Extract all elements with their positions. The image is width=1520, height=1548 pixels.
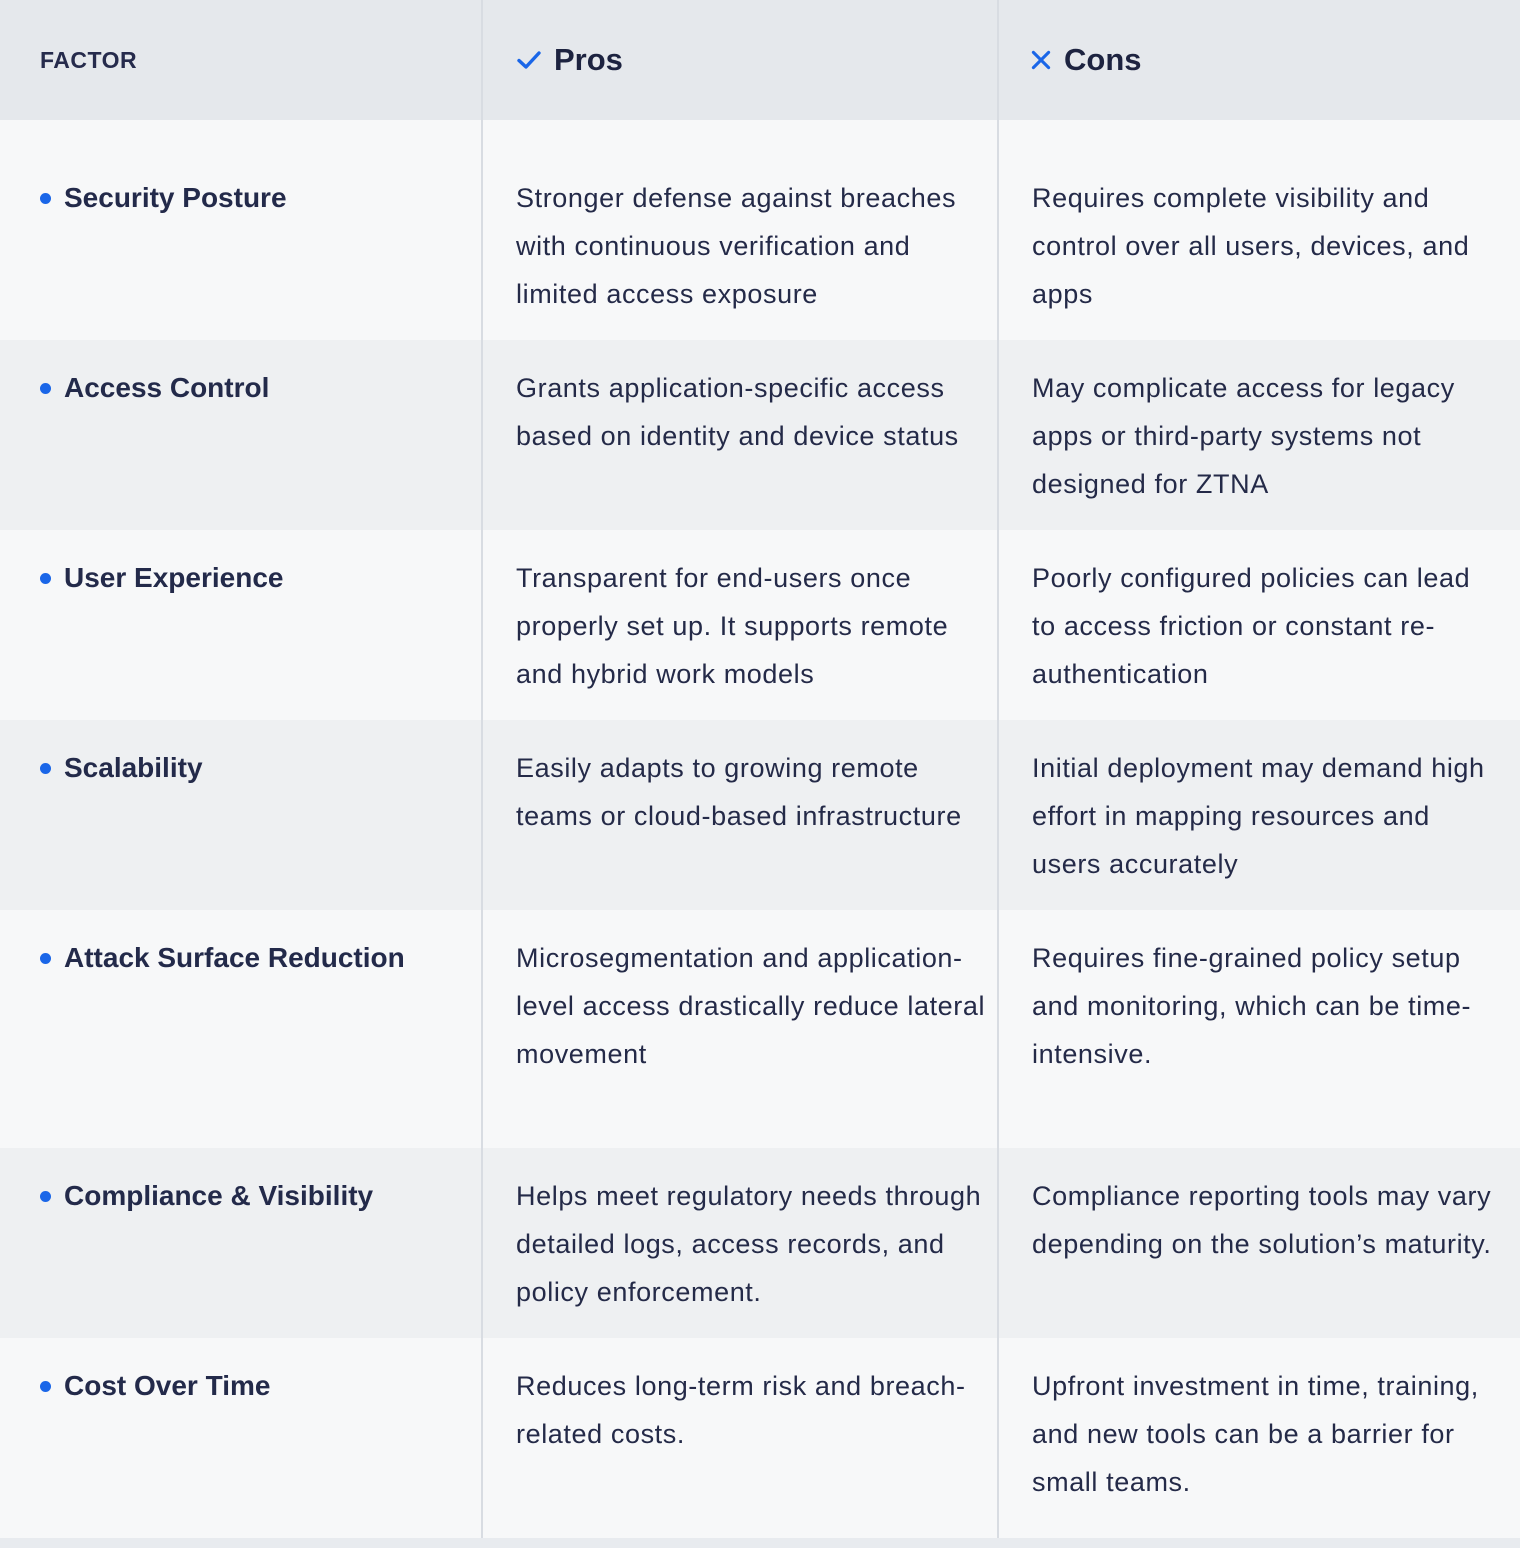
pros-cell: Transparent for end-users once properly set up. It supports remote and hybrid work models — [516, 563, 949, 689]
factor-column-header: FACTOR — [40, 46, 138, 73]
factor-cell — [40, 940, 405, 976]
factor-cell — [40, 1178, 373, 1214]
cross-icon — [1030, 49, 1052, 71]
bullet-icon — [40, 763, 51, 774]
table-row — [0, 720, 1520, 910]
bullet-icon — [40, 953, 51, 964]
table-row — [0, 1338, 1520, 1538]
factor-label: Scalability — [64, 752, 203, 783]
factor-label: User Experience — [64, 562, 284, 593]
column-divider — [481, 0, 483, 1538]
factor-cell — [40, 370, 269, 406]
cons-cell: Initial deployment may demand high effort in mapping resources and users accurately — [1032, 753, 1485, 879]
table-row — [0, 340, 1520, 530]
pros-cell: Reduces long-term risk and breach-related costs. — [516, 1371, 966, 1449]
pros-cell: Stronger defense against breaches with continuous verification and limited access exposure — [516, 183, 957, 309]
cons-cell: Poorly configured policies can lead to access friction or constant re-authentication — [1032, 563, 1471, 689]
check-icon — [516, 47, 542, 73]
table-row — [0, 120, 1520, 340]
pros-cell: Easily adapts to growing remote teams or cloud-based infrastructure — [516, 753, 962, 831]
factor-label: Compliance & Visibility — [64, 1180, 374, 1211]
bullet-icon — [40, 383, 51, 394]
cons-cell: Upfront investment in time, training, and new tools can be a barrier for small teams. — [1032, 1371, 1479, 1497]
cons-cell: Compliance reporting tools may vary depending on the solution’s maturity. — [1032, 1181, 1492, 1259]
column-divider — [997, 0, 999, 1538]
pros-cell: Microsegmentation and application-level access drastically reduce lateral movement — [516, 943, 986, 1069]
bullet-icon — [40, 1381, 51, 1392]
factor-cell — [40, 750, 203, 786]
bullet-icon — [40, 1191, 51, 1202]
pros-column-header — [516, 0, 623, 120]
pros-cell: Grants application-specific access based on identity and device status — [516, 373, 959, 451]
cons-cell: Requires fine-grained policy setup and monitoring, which can be time-intensive. — [1032, 943, 1472, 1069]
table-row — [0, 910, 1520, 1148]
pros-cell: Helps meet regulatory needs through detailed logs, access records, and policy enforcement. — [516, 1181, 982, 1307]
table-row — [0, 530, 1520, 720]
factor-cell — [40, 560, 283, 596]
bullet-icon — [40, 573, 51, 584]
cons-header-label: Cons — [1064, 42, 1142, 77]
pros-header-label: Pros — [554, 42, 623, 77]
table-bottom-edge — [0, 1538, 1520, 1548]
factor-cell — [40, 180, 287, 216]
cons-cell: May complicate access for legacy apps or third-party systems not designed for ZTNA — [1032, 373, 1455, 499]
table-header — [0, 0, 1520, 120]
cons-column-header — [1030, 0, 1142, 120]
factor-label: Access Control — [64, 372, 270, 403]
factor-cell — [40, 1368, 270, 1404]
cons-cell: Requires complete visibility and control over all users, devices, and apps — [1032, 183, 1470, 309]
factor-label: Security Posture — [64, 182, 287, 213]
factor-label: Attack Surface Reduction — [64, 942, 405, 973]
factor-label: Cost Over Time — [64, 1370, 271, 1401]
bullet-icon — [40, 193, 51, 204]
table-row — [0, 1148, 1520, 1338]
